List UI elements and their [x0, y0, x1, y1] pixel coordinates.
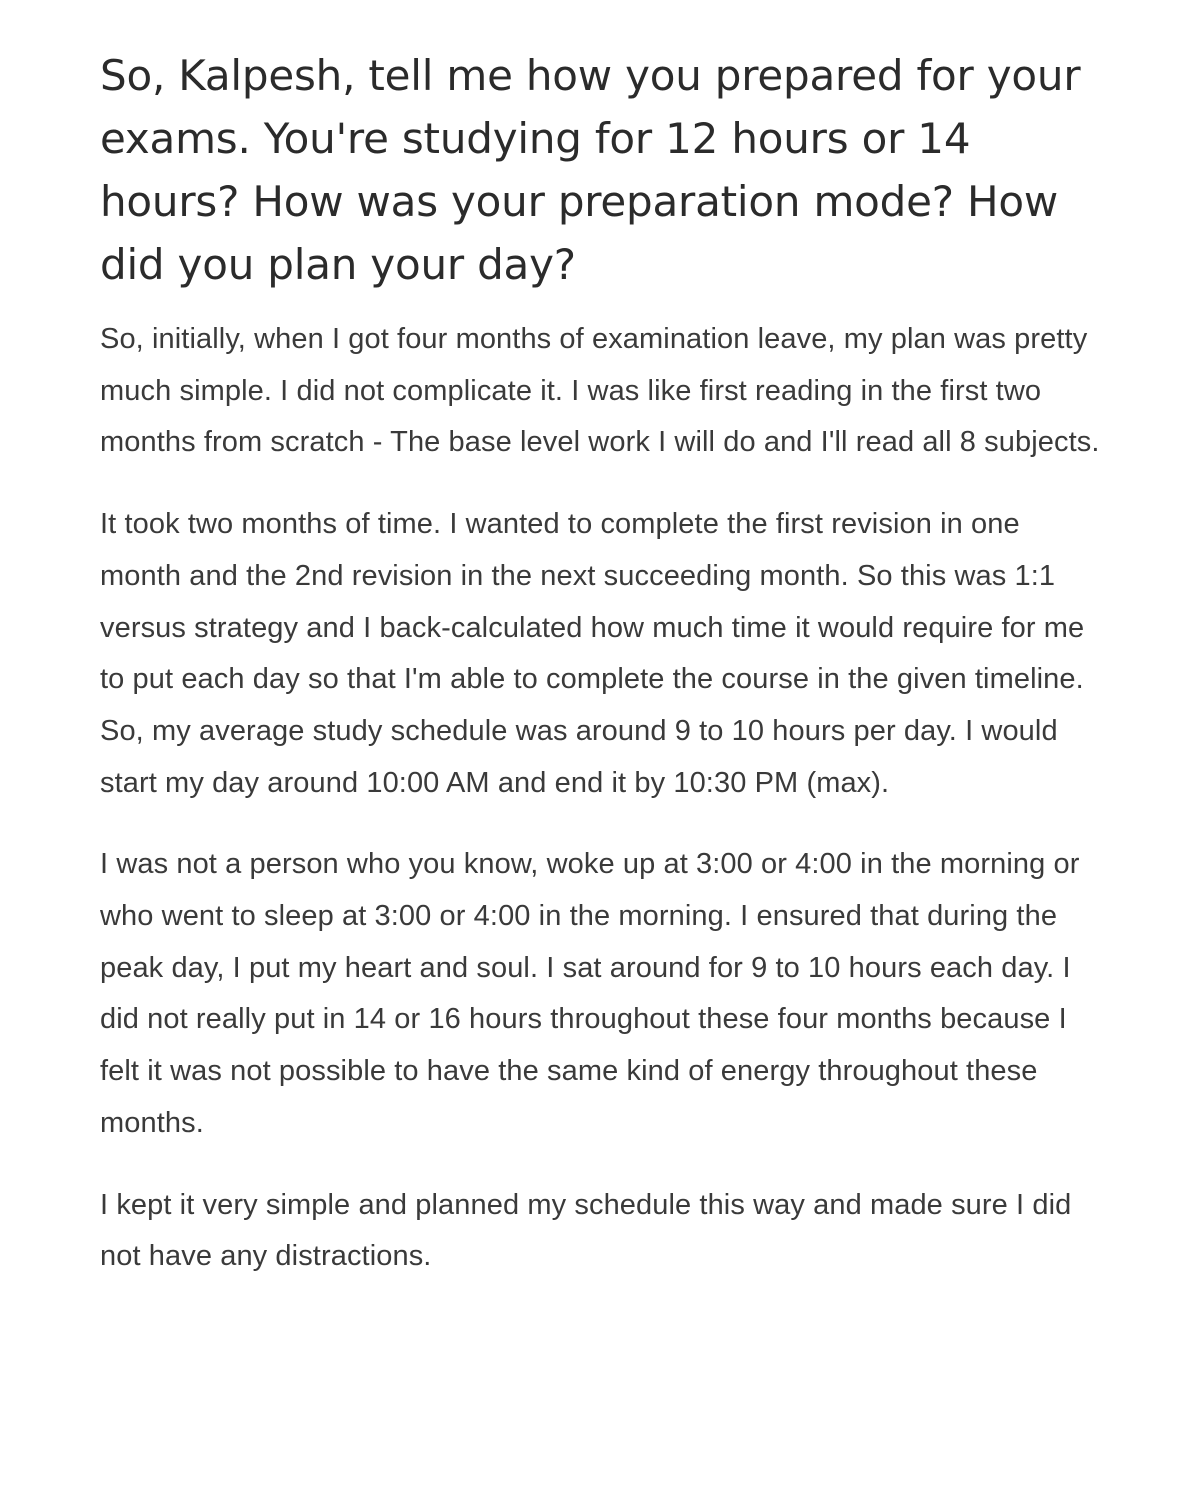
answer-paragraph-2: It took two months of time. I wanted to complete the first revision in one month and the 2nd revision in the next succeeding month. So this was 1:1 versus strategy and I back-calculated how much time it would require for me to put each day so that I'm able to complete the course in the given timeline. So, my average study schedule was around 9 to 10 hours per day. I would start my day around 10:00 AM and end it by 10:30 PM (max).	[100, 508, 1085, 799]
answer-paragraph-4: I kept it very simple and planned my schedule this way and made sure I did not have any distractions.	[100, 1188, 1072, 1273]
answer-paragraph-3: I was not a person who you know, woke up at 3:00 or 4:00 in the morning or who went to sleep at 3:00 or 4:00 in the morning. I ensured that during the peak day, I put my heart and soul. I sat around for 9 to 10 hours each day. I did not really put in 14 or 16 hours throughout these four months because I felt it was not possible to have the same kind of energy throughout these months.	[100, 848, 1080, 1139]
interview-article	[100, 44, 1100, 1313]
answer-paragraph-1: So, initially, when I got four months of examination leave, my plan was pretty much simple. I did not complicate it. I was like first reading in the first two months from scratch - The base level work I will do and I'll read all 8 subjects.	[100, 323, 1100, 459]
interview-question: So, Kalpesh, tell me how you prepared for your exams. You're studying for 12 hours or 14 hours? How was your preparation mode? How did you plan your day?	[100, 51, 1081, 289]
